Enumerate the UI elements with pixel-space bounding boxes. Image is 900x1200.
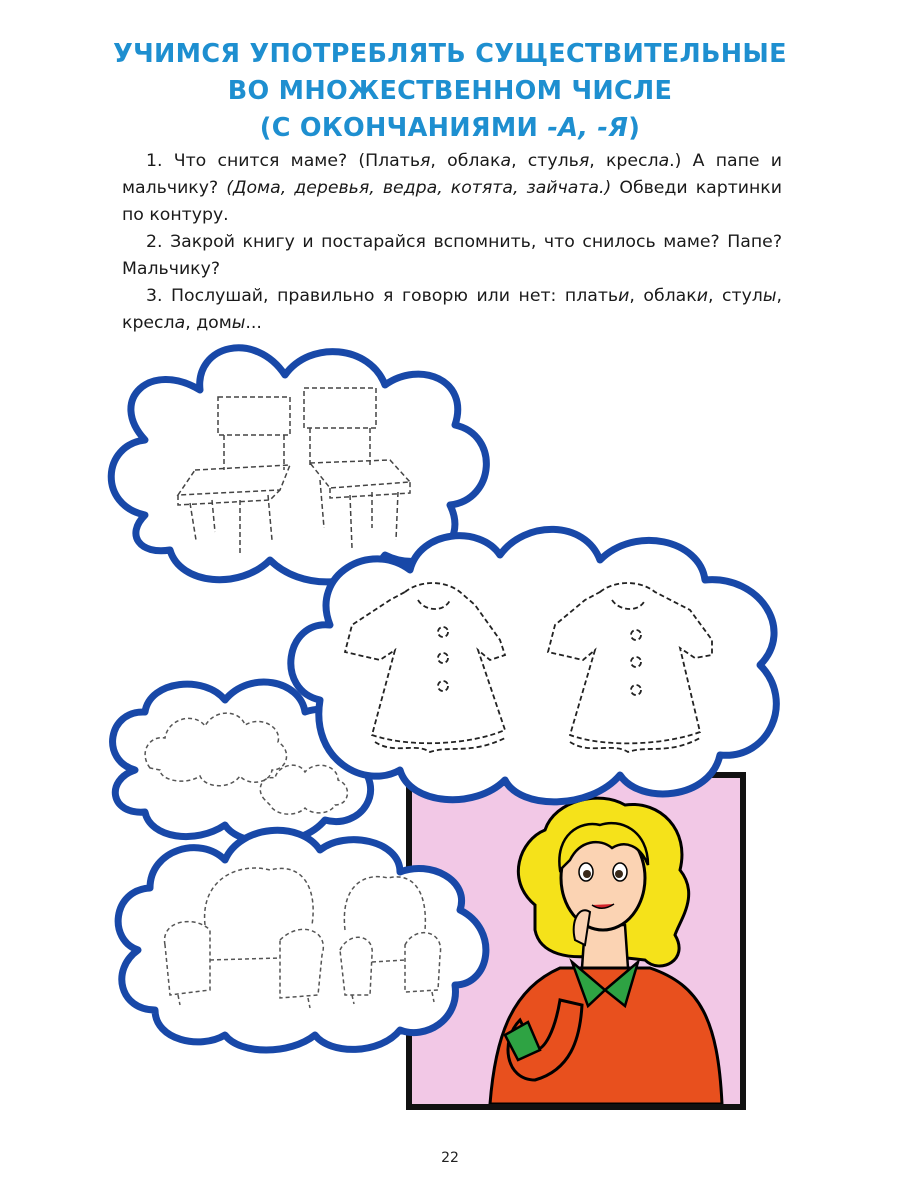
word-stem: ведр	[382, 178, 427, 198]
word-stem: дом	[196, 313, 232, 333]
cloud-dresses	[291, 529, 776, 802]
word-ending: а	[502, 178, 513, 198]
word-stem: кресл	[122, 313, 175, 333]
word-stem: Плать	[365, 151, 421, 171]
task-3: 3. Послушай, правильно я говорю или нет: платьи, облаки, стулы, кресла, домы...	[122, 286, 782, 333]
word-stem: стуль	[527, 151, 579, 171]
word-ending: а	[500, 151, 512, 171]
word-stem: деревь	[294, 178, 359, 198]
word-stem: плать	[564, 286, 619, 306]
mom-words: Платья, облака, стулья, кресла.)	[365, 151, 693, 171]
word-stem: облак	[447, 151, 501, 171]
word-ending: ы	[231, 313, 246, 333]
word-stem: кресл	[605, 151, 659, 171]
title-line-2: ВО МНОЖЕСТВЕННОМ ЧИСЛЕ	[227, 76, 673, 106]
word-stem: котят	[450, 178, 503, 198]
title-line-3: (С ОКОНЧАНИЯМИ -А, -Я)	[259, 113, 641, 143]
dad-words: Дома, деревья, ведра, котята, зайчата.)	[232, 178, 612, 198]
word-ending: я	[420, 151, 431, 171]
word-ending: я	[578, 151, 590, 171]
word-ending: а	[658, 151, 670, 171]
word-stem: облак	[643, 286, 697, 306]
word-ending: а	[270, 178, 281, 198]
task-2: 2. Закрой книгу и постарайся вспомнить, что снилось маме? Папе? Мальчику?	[122, 232, 782, 279]
word-ending: а	[426, 178, 438, 198]
word-ending: я	[358, 178, 370, 198]
word-stem: зайчат	[526, 178, 589, 198]
word-stem: Дом	[232, 178, 271, 198]
word-ending: и	[618, 286, 630, 306]
word-ending: и	[696, 286, 708, 306]
task3-words: платьи, облаки, стулы, кресла, домы...	[122, 286, 782, 333]
word-ending: а	[588, 178, 600, 198]
title-endings: -А, -Я	[547, 113, 629, 143]
word-stem: стул	[722, 286, 763, 306]
word-ending: а	[174, 313, 186, 333]
task-1: 1. Что снится маме? (Платья, облака, стулья, кресла.) А папе и мальчику? (Дома, деревья, ведра, котята, зайчата.) Обведи картинки по контуру.	[122, 151, 782, 225]
title-line-1: УЧИМСЯ УПОТРЕБЛЯТЬ СУЩЕСТВИТЕЛЬНЫЕ	[113, 39, 787, 69]
page-number: 22	[441, 1150, 459, 1166]
word-ending: ы	[762, 286, 777, 306]
